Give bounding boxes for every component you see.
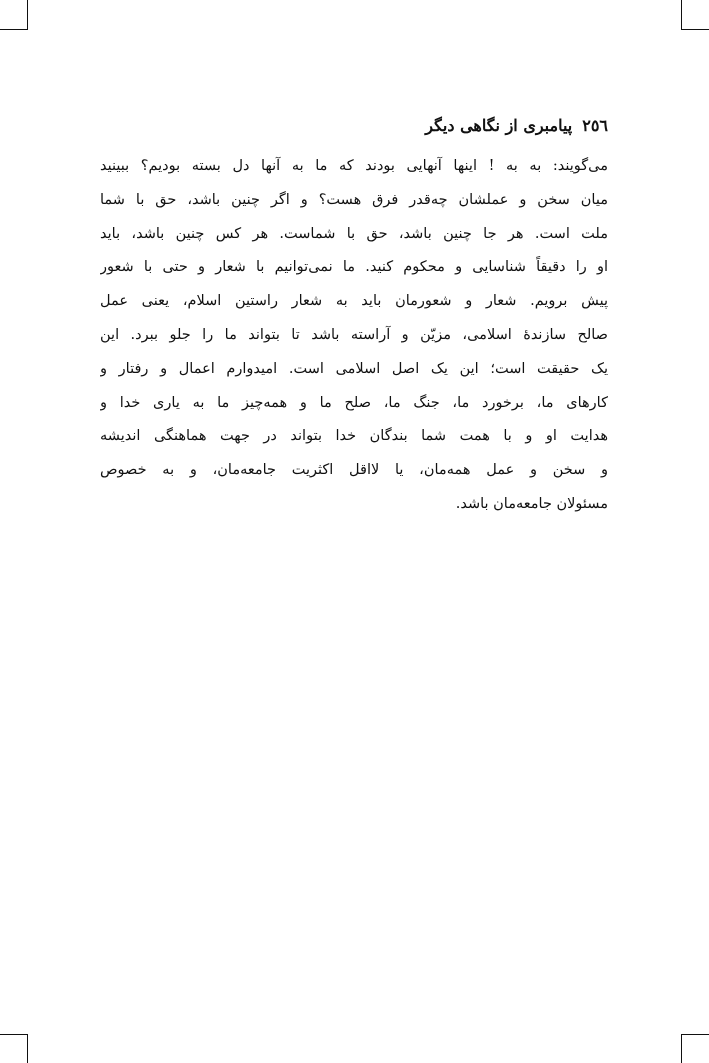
text-line: هدایت او و با همت شما بندگان خدا بتواند در جهت هماهنگی اندیشه [100, 428, 608, 445]
crop-mark-top-left-vertical [27, 0, 28, 30]
text-line: او را دقیقاً شناسایی و محکوم کنید. ما نمی‌توانیم با شعار و حتی با شعور [100, 259, 608, 276]
page-number: ٢٥٦ [582, 115, 608, 135]
crop-mark-top-right-vertical [681, 0, 682, 30]
text-line: صالح سازندهٔ اسلامی، مزیّن و آراسته باشد تا بتواند ما را جلو ببرد. این [100, 326, 608, 343]
text-line: یک حقیقت است؛ این یک اصل اسلامی است. امیدوارم اعمال و رفتار و [100, 360, 608, 377]
crop-mark-bottom-left-horizontal [0, 1034, 27, 1035]
text-line: پیش برویم. شعار و شعورمان باید به شعار راستین اسلام، یعنی عمل [100, 293, 608, 310]
crop-mark-bottom-left-vertical [27, 1034, 28, 1063]
crop-mark-top-left-horizontal [0, 29, 27, 30]
crop-mark-bottom-right-horizontal [682, 1034, 709, 1035]
text-line: کارهای ما، برخورد ما، جنگ ما، صلح ما و همه‌چیز ما به یاری خدا و [100, 394, 608, 411]
running-title: پیامبری از نگاهی دیگر [425, 115, 573, 135]
crop-mark-top-right-horizontal [682, 29, 709, 30]
text-line: و سخن و عمل همه‌مان، یا لااقل اکثریت جامعه‌مان، و به خصوص [100, 462, 608, 479]
text-line: می‌گویند: به به ! اینها آنهایی بودند که ما به آنها دل بسته بودیم؟ ببینید [100, 158, 608, 174]
crop-mark-bottom-right-vertical [681, 1034, 682, 1063]
text-line: میان سخن و عملشان چه‌قدر فرق هست؟ و اگر چنین باشد، حق با شما [100, 191, 608, 208]
text-line: مسئولان جامعه‌مان باشد. [455, 495, 608, 512]
page-header [100, 112, 608, 138]
body-paragraph [100, 150, 608, 522]
text-line: ملت است. هر جا چنین باشد، حق با شماست. هر کس چنین باشد، باید [100, 225, 608, 242]
